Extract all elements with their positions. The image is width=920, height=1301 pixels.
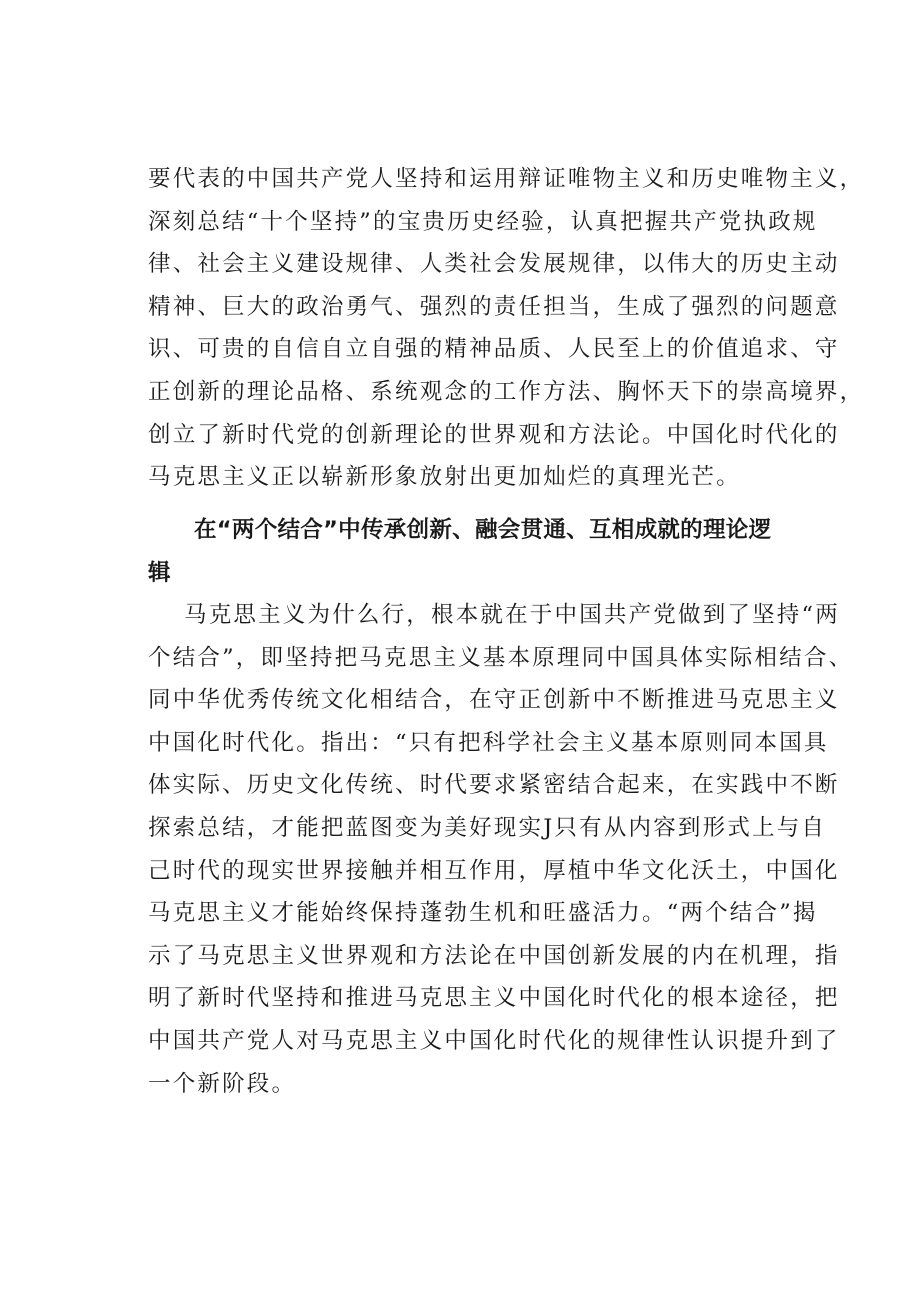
text-line: 中国共产党人对马克思主义中国化时代化的规律性认识提升到了 bbox=[148, 1027, 840, 1054]
text-line: 同中华优秀传统文化相结合，在守正创新中不断推进马克思主义 bbox=[148, 687, 840, 714]
body-paragraph-2 bbox=[148, 594, 854, 1105]
body-paragraph-1 bbox=[148, 158, 865, 499]
heading-line: 辑 bbox=[148, 559, 171, 586]
text-line: 要代表的中国共产党人坚持和运用辩证唯物主义和历史唯物主义， bbox=[148, 166, 865, 192]
text-line: 精神、巨大的政治勇气、强烈的责任担当，生成了强烈的问题意 bbox=[148, 293, 840, 320]
text-line: 深刻总结“十个坚持”的宝贵历史经验，认真把握共产党执政规 bbox=[148, 208, 818, 235]
section-heading bbox=[148, 509, 818, 594]
text-line: 创立了新时代党的创新理论的世界观和方法论。中国化时代化的 bbox=[148, 421, 840, 448]
text-line: 正创新的理论品格、系统观念的工作方法、胸怀天下的崇高境界， bbox=[148, 378, 865, 405]
text-line: 探索总结，才能把蓝图变为美好现实J只有从内容到形式上与自 bbox=[148, 814, 827, 841]
text-line: 识、可贵的自信自立自强的精神品质、人民至上的价值追求、守 bbox=[148, 336, 840, 363]
text-line: 马克思主义才能始终保持蓬勃生机和旺盛活力。“两个结合”揭 bbox=[148, 900, 818, 927]
text-line: 中国化时代化。指出：“只有把科学社会主义基本原则同本国具 bbox=[148, 729, 829, 756]
text-line: 马克思主义正以崭新形象放射出更加灿烂的真理光芒。 bbox=[148, 464, 741, 491]
text-line: 一个新阶段。 bbox=[148, 1070, 297, 1097]
text-line: 律、社会主义建设规律、人类社会发展规律，以伟大的历史主动 bbox=[148, 251, 840, 278]
text-line: 个结合”，即坚持把马克思主义基本原理同中国具体实际相结合、 bbox=[148, 644, 854, 671]
text-line: 己时代的现实世界接触并相互作用，厚植中华文化沃土，中国化 bbox=[148, 857, 840, 884]
text-line: 明了新时代坚持和推进马克思主义中国化时代化的根本途径，把 bbox=[148, 985, 840, 1012]
text-line: 体实际、历史文化传统、时代要求紧密结合起来，在实践中不断 bbox=[148, 772, 840, 799]
text-line: 马克思主义为什么行，根本就在于中国共产党做到了坚持“两 bbox=[184, 602, 840, 628]
heading-line: 在“两个结合”中传承创新、融会贯通、互相成就的理论逻 bbox=[194, 517, 772, 543]
text-line: 示了马克思主义世界观和方法论在中国创新发展的内在机理，指 bbox=[148, 942, 840, 969]
